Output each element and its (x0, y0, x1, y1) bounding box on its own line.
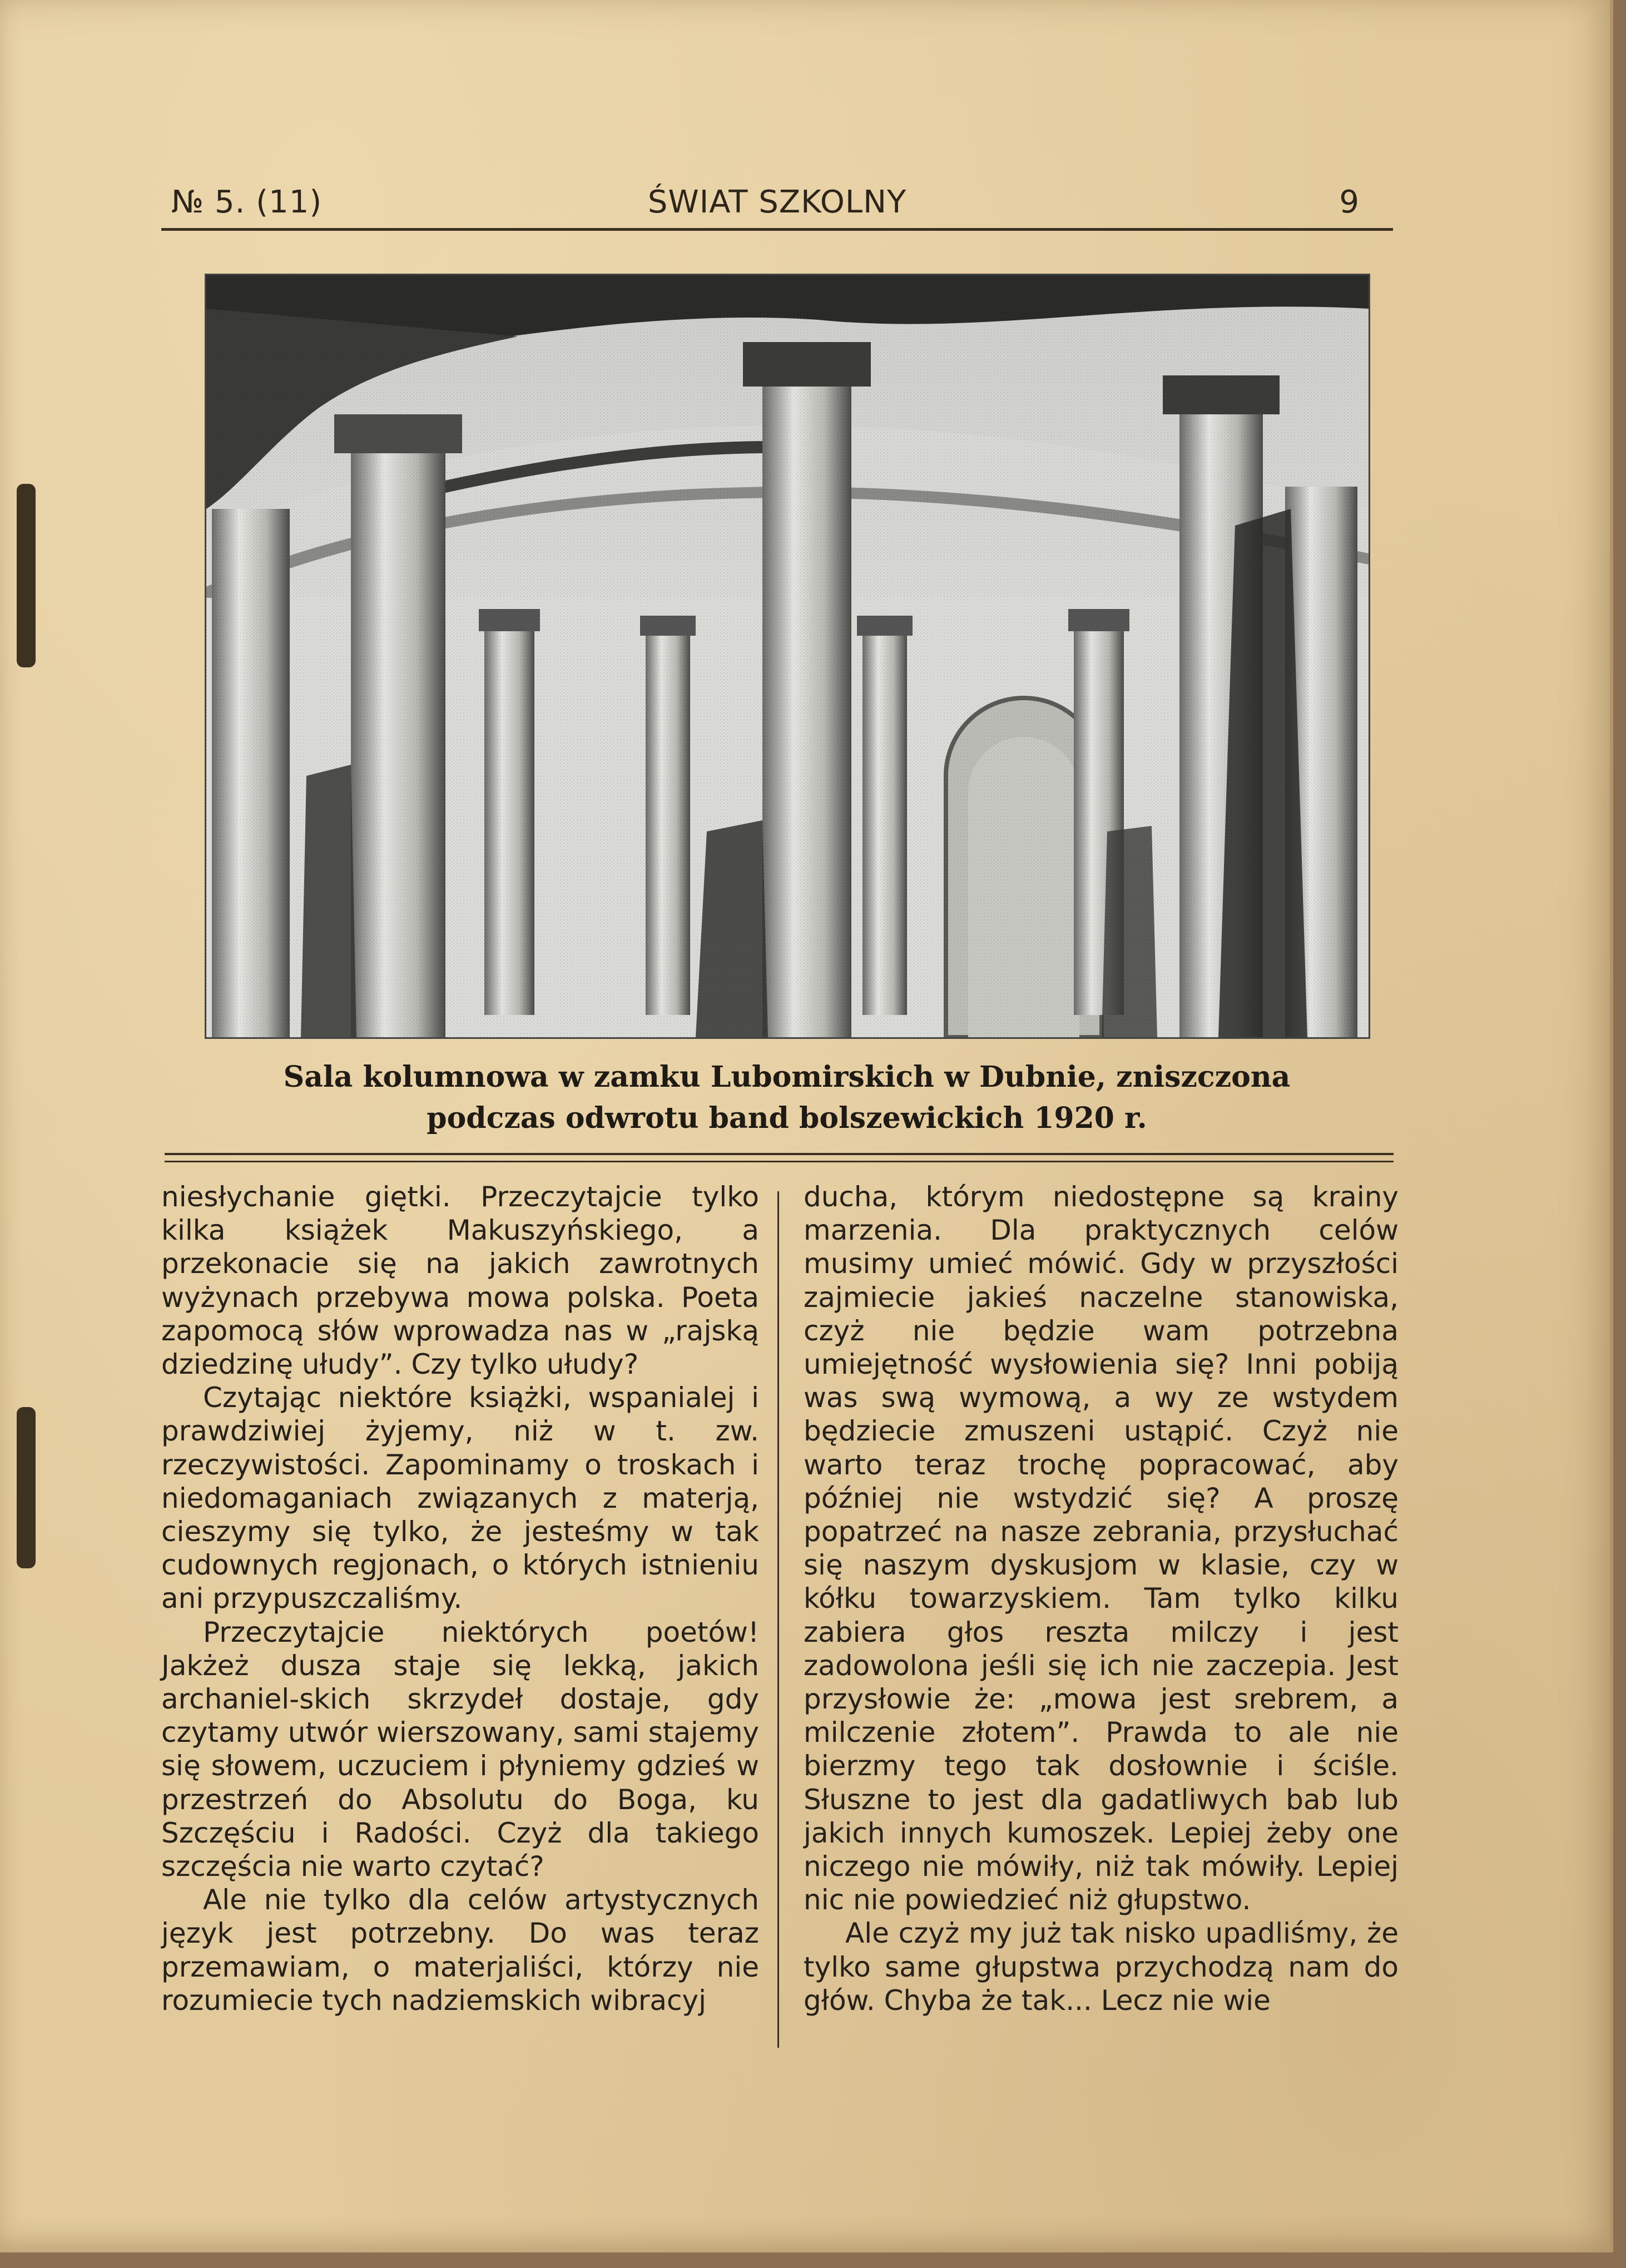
paragraph: Przeczytajcie niektórych poetów! Jakżeż dusza staje się lekką, jakich archaniel-skich skrzydeł dostaje, gdy czytamy utwór wierszowany, sami stajemy się słowem, uczuciem i płyniemy gdzieś w przestrzeń do Absolutu do Boga, ku Szczęściu i Radości. Czyż dla takiego szczęścia nie warto czytać? (161, 1616, 759, 1883)
right-text-column (804, 1180, 1399, 2017)
issue-number: № 5. (11) (171, 184, 323, 220)
paragraph: ducha, którym niedostępne są krainy marzenia. Dla praktycznych celów musimy umieć mówić. Gdy w przyszłości zajmiecie jakieś naczelne stanowiska, czyż nie będzie wam potrzebna umiejętność wysłowienia się? Inni pobiją was swą wymową, a wy ze wstydem będziecie zmuszeni ustąpić. Czyż nie warto teraz trochę popracować, aby później nie wstydzić się? A proszę popatrzeć na nasze zebrania, przysłuchać się naszym dyskusjom w klasie, czy w kółku towarzyskiem. Tam tylko kilku zabiera głos reszta milczy i jest zadowolona jeśli się ich nie zaczepia. Jest przysłowie że: „mowa jest srebrem, a milczenie złotem”. Prawda to ale nie bierzmy tego tak dosłownie i ściśle. Słuszne to jest dla gadatliwych bab lub jakich innych kumoszek. Lepiej żeby one niczego nie mówiły, niż tak mówiły. Lepiej nic nie powiedzieć niż głupstwo. (804, 1181, 1399, 1917)
page-number: 9 (1339, 184, 1360, 220)
caption-line-1: Sala kolumnowa w zamku Lubomirskich w Dubnie, zniszczona (283, 1060, 1291, 1094)
column-separator (777, 1191, 779, 2048)
divider-rule (165, 1161, 1394, 1162)
binding-thread-mark (17, 484, 36, 667)
magazine-title: ŚWIAT SZKOLNY (647, 184, 907, 220)
binding-thread-mark (17, 1407, 36, 1568)
divider-rule (165, 1153, 1394, 1155)
caption-line-2: podczas odwrotu band bolszewickich 1920 r. (427, 1101, 1147, 1135)
paragraph: Ale nie tylko dla celów artystycznych język jest potrzebny. Do was teraz przemawiam, o materjaliści, którzy nie rozumiecie tych nadziemskich wibracyj (161, 1884, 759, 2017)
paragraph: Ale czyż my już tak nisko upadliśmy, że tylko same głupstwa przychodzą nam do głów. Chyba że tak... Lecz nie wie (804, 1917, 1399, 2017)
colonnade-photo (205, 274, 1370, 1039)
photo-caption (184, 1057, 1390, 1139)
left-text-column (161, 1180, 759, 2017)
paragraph: niesłychanie giętki. Przeczytajcie tylko kilka książek Makuszyńskiego, a przekonacie się na jakich zawrotnych wyżynach przebywa mowa polska. Poeta zapomocą słów wprowadza nas w „rajską dziedzinę ułudy”. Czy tylko ułudy? (161, 1181, 759, 1381)
paragraph: Czytając niektóre książki, wspanialej i prawdziwiej żyjemy, niż w t. zw. rzeczywistości. Zapominamy o troskach i niedomaganiach związanych z materją, cieszymy się tylko, że jesteśmy w tak cudownych regjonach, o których istnieniu ani przypuszczaliśmy. (161, 1381, 759, 1615)
photo-colonnade-icon (206, 275, 1369, 1037)
running-header (161, 184, 1393, 231)
